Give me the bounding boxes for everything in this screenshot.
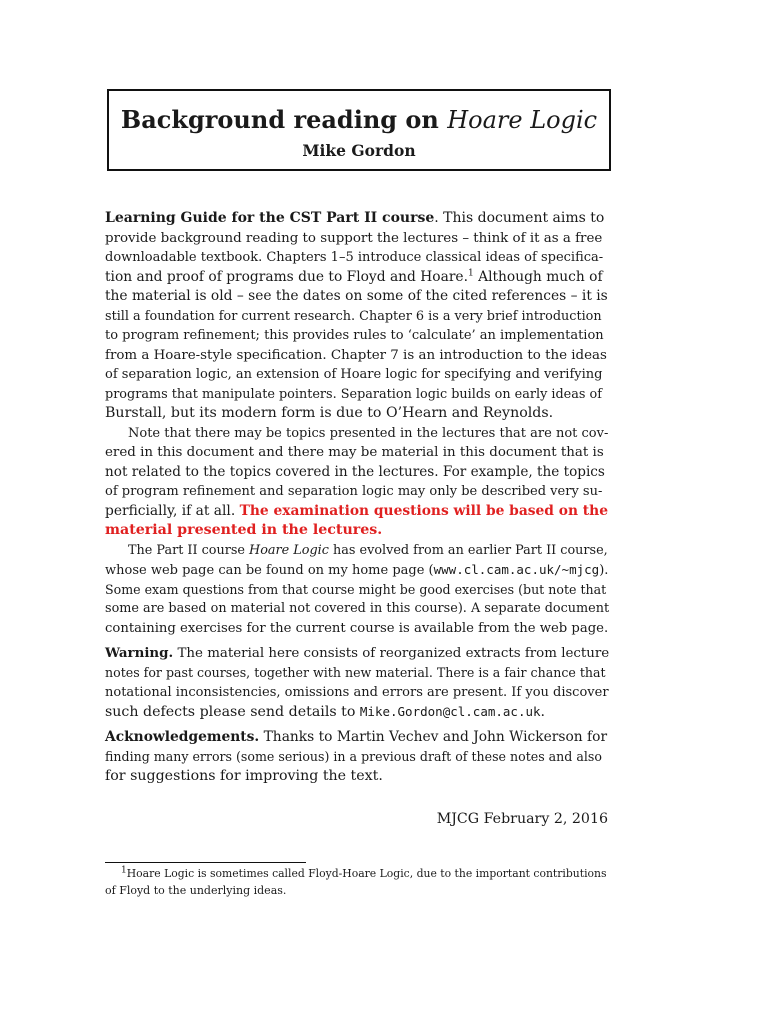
- para1-line-7: to program refinement; this provides rules to ‘calculate’ an implementation: [105, 328, 604, 343]
- para3-line-3: Some exam questions from that course might be good exercises (but note that: [105, 582, 607, 597]
- para2-line-5: perficially, if at all. The examination questions will be based on the: [105, 503, 608, 519]
- para3-line-5: containing exercises for the current course is available from the web page.: [105, 621, 609, 636]
- para2-line-3: not related to the topics covered in the lectures. For example, the topics: [105, 464, 605, 480]
- warning-line-4: such defects please send details to Mike.Gordon@cl.cam.ac.uk.: [105, 704, 546, 720]
- ack-line-3: for suggestions for improving the text.: [105, 768, 383, 784]
- footnote-mark: 1: [121, 865, 127, 876]
- exam-notice: The examination questions will be based on the: [239, 503, 608, 519]
- document-title: [109, 105, 609, 135]
- warning-line-2: notes for past courses, together with new material. There is a fair chance that: [105, 665, 606, 680]
- footnote-line-2: of Floyd to the underlying ideas.: [105, 884, 287, 897]
- para2-line-2: ered in this document and there may be material in this document that is: [105, 445, 604, 460]
- title-main: Background reading on: [120, 105, 439, 134]
- para1-line-8: from a Hoare-style specification. Chapter 7 is an introduction to the ideas: [105, 348, 607, 363]
- warning-heading: Warning.: [105, 645, 174, 661]
- ack-line-1: Acknowledgements. Thanks to Martin Vechev and John Wickerson for: [105, 729, 608, 745]
- exam-notice-continued: material presented in the lectures.: [105, 522, 383, 538]
- para3-line-2: whose web page can be found on my home page (www.cl.cam.ac.uk/~mjcg).: [105, 562, 609, 578]
- author-name: Mike Gordon: [302, 141, 416, 160]
- warning-line-1: Warning. The material here consists of reorganized extracts from lecture: [105, 645, 610, 661]
- acknowledgements-heading: Acknowledgements.: [105, 729, 260, 745]
- learning-guide-heading: Learning Guide for the CST Part II course: [105, 210, 435, 226]
- para2-line-1: Note that there may be topics presented in the lectures that are not cov-: [128, 426, 609, 441]
- para1-line-6: still a foundation for current research. Chapter 6 is a very brief introduction: [105, 309, 602, 324]
- para1-line-1: Learning Guide for the CST Part II course. This document aims to: [105, 210, 605, 226]
- footnote-rule: [105, 862, 306, 863]
- contact-email: Mike.Gordon@cl.cam.ac.uk: [359, 704, 541, 719]
- para3-line-4: some are based on material not covered in this course). A separate document: [105, 601, 610, 616]
- footnote-ref-1: 1: [467, 268, 474, 279]
- para1-line-10: programs that manipulate pointers. Separation logic builds on early ideas of: [105, 387, 602, 402]
- title-italic: Hoare Logic: [447, 106, 598, 134]
- homepage-url: www.cl.cam.ac.uk/~mjcg: [433, 562, 600, 577]
- para1-line-9: of separation logic, an extension of Hoare logic for specifying and verifying: [105, 367, 603, 382]
- warning-line-3: notational inconsistencies, omissions and errors are present. If you discover: [105, 685, 609, 700]
- ack-line-2: finding many errors (some serious) in a previous draft of these notes and also: [105, 749, 602, 764]
- para1-line-5: the material is old – see the dates on some of the cited references – it is: [105, 288, 608, 304]
- para1-line-2: provide background reading to support the lectures – think of it as a free: [105, 231, 603, 246]
- para1-line-3: downloadable textbook. Chapters 1–5 introduce classical ideas of specifica-: [105, 250, 604, 265]
- para1-line-11: Burstall, but its modern form is due to O’Hearn and Reynolds.: [105, 405, 554, 421]
- course-name: Hoare Logic: [249, 543, 329, 558]
- footnote-line-1: $^1$Hoare Logic is sometimes called Floyd-Hoare Logic, due to the important contributions: [121, 865, 607, 880]
- para2-line-4: of program refinement and separation logic may only be described very su-: [105, 484, 603, 499]
- signature-date: MJCG February 2, 2016: [436, 811, 608, 827]
- title-box: [107, 89, 611, 171]
- para1-line-4: tion and proof of programs due to Floyd and Hoare.$^1$ Although much of: [105, 268, 603, 285]
- para3-line-1: The Part II course Hoare Logic has evolved from an earlier Part II course,: [128, 543, 608, 558]
- para2-line-6: [105, 521, 608, 540]
